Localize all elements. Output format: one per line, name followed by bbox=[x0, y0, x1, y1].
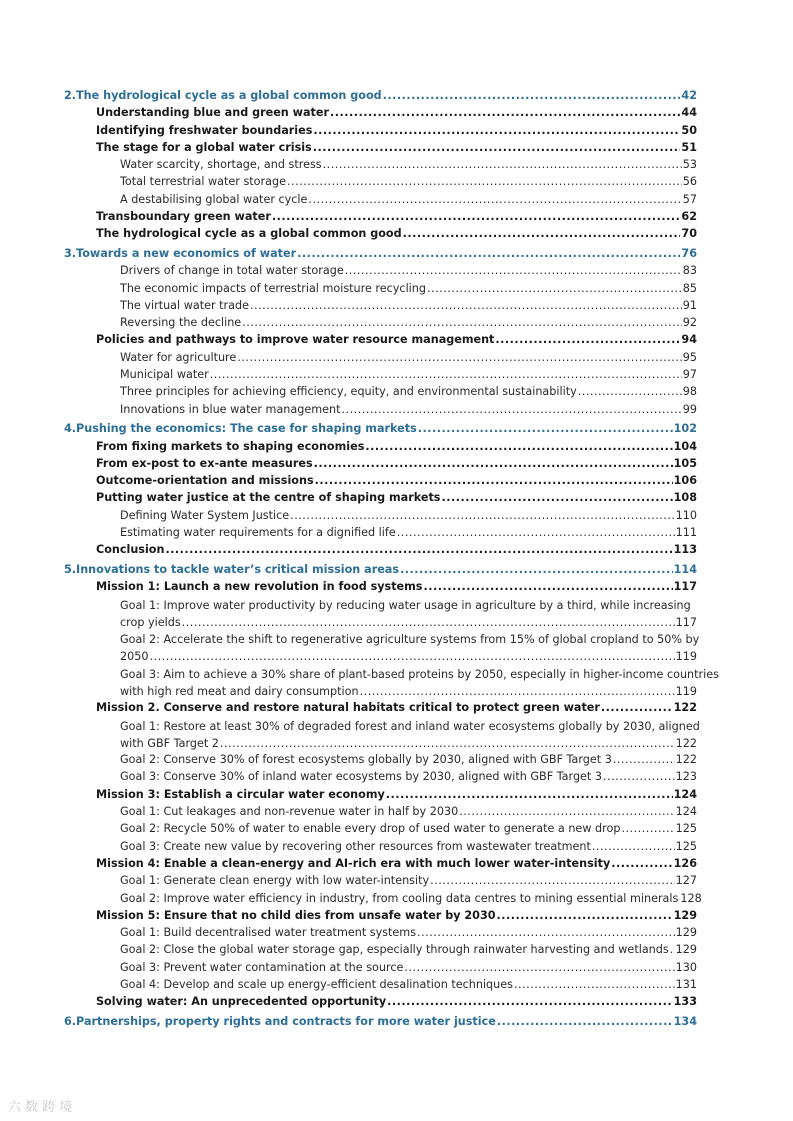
toc-page-number: 50 bbox=[681, 123, 697, 137]
toc-entry-title: Policies and pathways to improve water resource management bbox=[96, 333, 495, 347]
toc-section[interactable] bbox=[64, 332, 697, 347]
toc-page-number: 85 bbox=[682, 281, 697, 295]
toc-page-number: 125 bbox=[675, 839, 697, 853]
toc-chapter[interactable] bbox=[64, 1014, 697, 1029]
toc-subsection[interactable] bbox=[64, 977, 697, 992]
toc-entry-title: Pushing the economics: The case for shaping markets bbox=[76, 422, 417, 436]
toc-entry-title: Transboundary green water bbox=[96, 210, 271, 224]
toc-page-number: 105 bbox=[673, 456, 697, 470]
dot-leader bbox=[330, 105, 680, 120]
toc-entry[interactable] bbox=[64, 666, 719, 701]
dot-leader bbox=[423, 579, 672, 594]
toc-subsection[interactable] bbox=[64, 960, 697, 975]
toc-entry-title: Understanding blue and green water bbox=[96, 106, 329, 120]
toc-entry-title: The stage for a global water crisis bbox=[96, 140, 312, 154]
dot-leader bbox=[621, 821, 674, 836]
toc-entry-title: Goal 4: Develop and scale up energy-efficient desalination techniques bbox=[120, 978, 513, 992]
toc-section[interactable] bbox=[64, 908, 697, 923]
dot-leader bbox=[400, 562, 673, 577]
toc-page-number: 102 bbox=[673, 422, 697, 436]
dot-leader bbox=[601, 700, 673, 715]
dot-leader bbox=[441, 490, 672, 505]
toc-subsection[interactable] bbox=[64, 769, 697, 784]
toc-entry-title: A destabilising global water cycle bbox=[120, 192, 308, 206]
toc-subsection[interactable] bbox=[64, 891, 702, 906]
toc-entry-title: Mission 1: Launch a new revolution in food systems bbox=[96, 580, 423, 594]
toc-entry-title: Goal 2: Conserve 30% of forest ecosystems globally by 2030, aligned with GBF Target 3 bbox=[120, 753, 612, 767]
toc-subsection[interactable] bbox=[64, 508, 697, 523]
dot-leader bbox=[313, 123, 680, 138]
dot-leader bbox=[323, 157, 682, 172]
toc-entry-title: Water for agriculture bbox=[120, 350, 237, 364]
toc-subsection[interactable] bbox=[64, 942, 697, 957]
toc-section[interactable] bbox=[64, 700, 697, 715]
toc-section[interactable] bbox=[64, 542, 697, 557]
toc-page-number: 122 bbox=[675, 753, 697, 767]
dot-leader bbox=[397, 525, 675, 540]
toc-page-number: 106 bbox=[673, 474, 697, 488]
dot-leader bbox=[165, 542, 672, 557]
toc-subsection[interactable] bbox=[64, 157, 697, 172]
toc-subsection[interactable] bbox=[64, 525, 697, 540]
dot-leader bbox=[427, 281, 682, 296]
toc-entry[interactable] bbox=[64, 718, 700, 753]
toc-entry-continuation bbox=[120, 735, 697, 752]
toc-page-number: 98 bbox=[682, 385, 697, 399]
dot-leader bbox=[578, 384, 682, 399]
toc-entry-title-cont: with GBF Target 2 bbox=[120, 736, 219, 750]
toc-entry-title: The economic impacts of terrestrial moisture recycling bbox=[120, 281, 426, 295]
toc-chapter[interactable] bbox=[64, 246, 697, 261]
toc-subsection[interactable] bbox=[64, 873, 697, 888]
toc-page-number: 119 bbox=[675, 650, 697, 664]
toc-page-number: 91 bbox=[682, 298, 697, 312]
dot-leader bbox=[670, 942, 675, 957]
toc-entry-title: Drivers of change in total water storage bbox=[120, 264, 344, 278]
toc-section[interactable] bbox=[64, 209, 697, 224]
toc-entry-title: Reversing the decline bbox=[120, 316, 242, 330]
dot-leader bbox=[497, 908, 673, 923]
toc-section[interactable] bbox=[64, 456, 697, 471]
dot-leader bbox=[459, 804, 674, 819]
toc-entry-title: Innovations in blue water management bbox=[120, 402, 341, 416]
dot-leader bbox=[308, 192, 681, 207]
toc-section[interactable] bbox=[64, 439, 697, 454]
toc-page-number: 111 bbox=[675, 526, 697, 540]
toc-page-number: 53 bbox=[682, 158, 697, 172]
watermark: 六 数 跨 境 bbox=[8, 1100, 73, 1115]
dot-leader bbox=[210, 367, 682, 382]
toc-entry-continuation bbox=[120, 614, 697, 631]
toc-page-number: 99 bbox=[682, 402, 697, 416]
toc-entry-title: Conclusion bbox=[96, 543, 165, 557]
toc-entry-title: From fixing markets to shaping economies bbox=[96, 439, 365, 453]
toc-entry-title-cont: crop yields bbox=[120, 615, 181, 629]
toc-page-number: 128 bbox=[680, 891, 702, 905]
dot-leader bbox=[403, 226, 681, 241]
toc-page-number: 122 bbox=[673, 701, 697, 715]
toc-entry-title: Three principles for achieving efficiency, equity, and environmental sustainability bbox=[120, 385, 577, 399]
dot-leader bbox=[417, 925, 675, 940]
toc-entry-title: Water scarcity, shortage, and stress bbox=[120, 158, 322, 172]
toc-page-number: 129 bbox=[673, 908, 697, 922]
toc-chapter[interactable] bbox=[64, 421, 697, 436]
toc-section[interactable] bbox=[64, 490, 697, 505]
toc-page-number: 131 bbox=[675, 978, 697, 992]
toc-subsection[interactable] bbox=[64, 804, 697, 819]
toc-section[interactable] bbox=[64, 579, 697, 594]
toc-entry-title: Putting water justice at the centre of shaping markets bbox=[96, 491, 441, 505]
dot-leader bbox=[242, 315, 682, 330]
toc-entry-title: Goal 3: Conserve 30% of inland water ecosystems by 2030, aligned with GBF Target 3 bbox=[120, 770, 602, 784]
dot-leader bbox=[237, 350, 681, 365]
toc-section[interactable] bbox=[64, 787, 697, 802]
dot-leader bbox=[345, 263, 682, 278]
table-of-contents bbox=[64, 88, 719, 1031]
toc-page-number: 129 bbox=[675, 943, 697, 957]
toc-section[interactable] bbox=[64, 140, 697, 155]
dot-leader bbox=[287, 174, 682, 189]
toc-section[interactable] bbox=[64, 226, 697, 241]
dot-leader bbox=[315, 473, 673, 488]
toc-entry-title: Goal 3: Prevent water contamination at the source bbox=[120, 960, 404, 974]
toc-entry-title: Goal 2: Accelerate the shift to regenerative agriculture systems from 15% of global cropland to 50% by bbox=[120, 633, 700, 647]
dot-leader bbox=[297, 246, 680, 261]
toc-page-number: 114 bbox=[673, 562, 697, 576]
toc-page-number: 44 bbox=[681, 106, 697, 120]
toc-page-number: 134 bbox=[673, 1014, 697, 1028]
dot-leader bbox=[514, 977, 675, 992]
toc-entry-title: Goal 3: Aim to achieve a 30% share of plant-based proteins by 2050, especially in higher-income countries bbox=[120, 667, 719, 681]
toc-subsection[interactable] bbox=[64, 298, 697, 313]
toc-entry-title: Mission 3: Establish a circular water economy bbox=[96, 787, 385, 801]
toc-entry-continuation bbox=[120, 683, 697, 700]
toc-subsection[interactable] bbox=[64, 384, 697, 399]
toc-entry-title: The hydrological cycle as a global common good bbox=[96, 227, 402, 241]
toc-section[interactable] bbox=[64, 856, 697, 871]
dot-leader bbox=[341, 402, 681, 417]
toc-page-number: 130 bbox=[675, 960, 697, 974]
toc-entry-title: Innovations to tackle water’s critical mission areas bbox=[76, 562, 400, 576]
toc-page-number: 124 bbox=[673, 787, 697, 801]
toc-entry-title: Total terrestrial water storage bbox=[120, 175, 286, 189]
toc-entry-title-cont: with high red meat and dairy consumption bbox=[120, 684, 359, 698]
toc-page-number: 70 bbox=[681, 227, 697, 241]
chapter-number: 2. bbox=[64, 89, 77, 102]
toc-subsection[interactable] bbox=[64, 367, 697, 382]
toc-entry-title: Municipal water bbox=[120, 368, 209, 382]
dot-leader bbox=[497, 1014, 673, 1029]
toc-entry-title: Identifying freshwater boundaries bbox=[96, 123, 313, 137]
toc-entry-title: Goal 2: Improve water efficiency in industry, from cooling data centres to mining essential minerals bbox=[120, 891, 679, 905]
toc-entry[interactable] bbox=[64, 597, 697, 632]
dot-leader bbox=[387, 994, 673, 1009]
toc-page-number: 133 bbox=[673, 995, 697, 1009]
dot-leader bbox=[386, 787, 673, 802]
toc-subsection[interactable] bbox=[64, 263, 697, 278]
toc-entry-title: The hydrological cycle as a global common good bbox=[76, 89, 382, 102]
toc-page-number: 97 bbox=[682, 368, 697, 382]
toc-entry-continuation bbox=[120, 648, 697, 665]
dot-leader bbox=[313, 140, 681, 155]
toc-page-number: 51 bbox=[681, 140, 697, 154]
chapter-number: 6. bbox=[64, 1014, 77, 1028]
dot-leader bbox=[290, 508, 675, 523]
toc-entry-title: Goal 1: Improve water productivity by reducing water usage in agriculture by a third, while increasing bbox=[120, 598, 691, 612]
dot-leader bbox=[383, 88, 681, 103]
toc-page-number: 95 bbox=[682, 350, 697, 364]
toc-subsection[interactable] bbox=[64, 925, 697, 940]
dot-leader bbox=[220, 735, 675, 752]
toc-page-number: 124 bbox=[675, 805, 697, 819]
toc-section[interactable] bbox=[64, 105, 697, 120]
toc-page-number: 113 bbox=[673, 543, 697, 557]
dot-leader bbox=[314, 456, 673, 471]
toc-page-number: 126 bbox=[673, 856, 697, 870]
toc-page-number: 125 bbox=[675, 822, 697, 836]
toc-page-number: 117 bbox=[673, 580, 697, 594]
chapter-number: 5. bbox=[64, 562, 77, 576]
toc-subsection[interactable] bbox=[64, 315, 697, 330]
dot-leader bbox=[613, 752, 675, 767]
toc-page-number: 122 bbox=[675, 736, 697, 750]
toc-page-number: 57 bbox=[682, 192, 697, 206]
dot-leader bbox=[430, 873, 675, 888]
toc-section[interactable] bbox=[64, 123, 697, 138]
dot-leader bbox=[250, 298, 682, 313]
toc-subsection[interactable] bbox=[64, 350, 697, 365]
toc-page-number: 119 bbox=[675, 684, 697, 698]
toc-entry-title: Mission 5: Ensure that no child dies from unsafe water by 2030 bbox=[96, 908, 496, 922]
toc-subsection[interactable] bbox=[64, 174, 697, 189]
toc-entry[interactable] bbox=[64, 631, 700, 666]
toc-subsection[interactable] bbox=[64, 402, 697, 417]
toc-entry-title: Goal 1: Cut leakages and non-revenue water in half by 2030 bbox=[120, 805, 459, 819]
toc-section[interactable] bbox=[64, 473, 697, 488]
toc-subsection[interactable] bbox=[64, 839, 697, 854]
toc-entry-title: Goal 3: Create new value by recovering other resources from wastewater treatment bbox=[120, 839, 591, 853]
toc-chapter[interactable] bbox=[64, 562, 697, 577]
toc-chapter[interactable] bbox=[64, 88, 697, 103]
toc-entry-title: Goal 2: Close the global water storage gap, especially through rainwater harvesting and wetlands bbox=[120, 943, 669, 957]
toc-page-number: 83 bbox=[682, 264, 697, 278]
toc-entry-title: Estimating water requirements for a dignified life bbox=[120, 526, 396, 540]
dot-leader bbox=[603, 769, 675, 784]
toc-entry-title: Defining Water System Justice bbox=[120, 508, 290, 522]
toc-subsection[interactable] bbox=[64, 752, 697, 767]
toc-page-number: 127 bbox=[675, 874, 697, 888]
dot-leader bbox=[404, 960, 674, 975]
toc-entry-title: Towards a new economics of water bbox=[76, 246, 297, 260]
dot-leader bbox=[149, 648, 674, 665]
toc-page-number: 108 bbox=[673, 491, 697, 505]
dot-leader bbox=[360, 683, 675, 700]
toc-subsection[interactable] bbox=[64, 281, 697, 296]
toc-entry-title-cont: 2050 bbox=[120, 650, 149, 664]
toc-page-number: 94 bbox=[681, 333, 697, 347]
toc-page-number: 129 bbox=[675, 926, 697, 940]
toc-entry-title: The virtual water trade bbox=[120, 298, 249, 312]
toc-entry-title: Solving water: An unprecedented opportunity bbox=[96, 995, 387, 1009]
toc-entry-title: Mission 4: Enable a clean-energy and AI-rich era with much lower water-intensity bbox=[96, 856, 611, 870]
toc-page-number: 117 bbox=[675, 615, 697, 629]
toc-page-number: 42 bbox=[681, 89, 697, 102]
toc-page-number: 76 bbox=[681, 246, 697, 260]
toc-entry-title: From ex-post to ex-ante measures bbox=[96, 456, 313, 470]
toc-entry-title: Goal 1: Restore at least 30% of degraded forest and inland water ecosystems globally by 2030, aligned bbox=[120, 719, 700, 733]
toc-section[interactable] bbox=[64, 994, 697, 1009]
toc-entry-title: Goal 1: Build decentralised water treatment systems bbox=[120, 926, 417, 940]
toc-entry-title: Goal 1: Generate clean energy with low water-intensity bbox=[120, 874, 430, 888]
toc-page-number: 56 bbox=[682, 175, 697, 189]
toc-entry-title: Goal 2: Recycle 50% of water to enable every drop of used water to generate a new drop bbox=[120, 822, 621, 836]
dot-leader bbox=[611, 856, 672, 871]
toc-page-number: 92 bbox=[682, 316, 697, 330]
dot-leader bbox=[365, 439, 672, 454]
toc-page-number: 123 bbox=[675, 770, 697, 784]
dot-leader bbox=[182, 614, 675, 631]
toc-entry-title: Partnerships, property rights and contracts for more water justice bbox=[76, 1014, 496, 1028]
dot-leader bbox=[418, 421, 673, 436]
toc-page-number: 104 bbox=[673, 439, 697, 453]
toc-subsection[interactable] bbox=[64, 192, 697, 207]
toc-page-number: 110 bbox=[675, 508, 697, 522]
toc-entry-title: Outcome-orientation and missions bbox=[96, 474, 314, 488]
chapter-number: 3. bbox=[64, 246, 77, 260]
toc-subsection[interactable] bbox=[64, 821, 697, 836]
dot-leader bbox=[495, 332, 680, 347]
toc-page-number: 62 bbox=[681, 210, 697, 224]
chapter-number: 4. bbox=[64, 422, 77, 436]
dot-leader bbox=[272, 209, 681, 224]
toc-entry-title: Mission 2. Conserve and restore natural habitats critical to protect green water bbox=[96, 701, 600, 715]
dot-leader bbox=[592, 839, 675, 854]
